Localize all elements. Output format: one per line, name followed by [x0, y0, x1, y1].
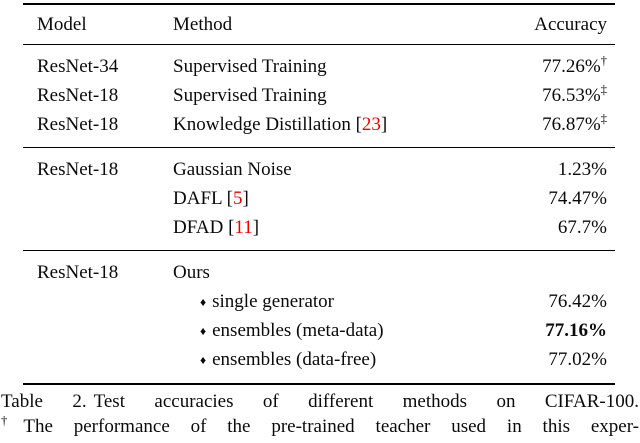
cell-accuracy: 1.23%: [557, 158, 607, 180]
double-dagger-superscript: ‡: [600, 111, 607, 126]
dagger-footnote-marker: †: [1, 414, 24, 428]
cell-method: [173, 349, 465, 371]
cell-method: [173, 320, 465, 342]
caption-label: Table 2.: [1, 391, 87, 412]
cell-method: [173, 217, 465, 239]
table-row: [23, 52, 615, 81]
table-row: [23, 81, 615, 110]
cell-model: ResNet-34: [37, 55, 119, 77]
cell-method: Supervised Training: [173, 55, 327, 77]
caption-line-2: [1, 414, 639, 439]
method-text: Knowledge Distillation [: [173, 113, 362, 135]
col-header-model: Model: [37, 13, 87, 35]
accuracy-value: 77.26%: [542, 55, 601, 77]
table-row: [23, 316, 615, 345]
cell-accuracy: [465, 111, 615, 136]
table-group-ours: [23, 251, 615, 383]
cell-method: [173, 291, 465, 313]
method-text: ]: [252, 216, 260, 238]
col-header-method: Method: [173, 13, 233, 35]
cell-model: ResNet-18: [37, 261, 119, 283]
method-text: ensembles (meta-data): [212, 319, 384, 341]
cell-accuracy-best: 77.16%: [545, 319, 607, 341]
diamond-bullet-icon: ♦: [200, 294, 207, 309]
table-row: [23, 287, 615, 316]
cell-model: ResNet-18: [37, 158, 119, 180]
table-header-row: [23, 5, 615, 45]
caption-line-1: [1, 389, 639, 414]
cell-model: ResNet-18: [37, 113, 119, 135]
method-text: DFAD [: [173, 216, 235, 238]
method-text: ]: [380, 113, 388, 135]
method-text: ensembles (data-free): [212, 348, 377, 370]
cell-accuracy: [465, 82, 615, 107]
table-group-supervised-baselines: [23, 45, 615, 148]
cell-method: Ours: [173, 261, 210, 283]
citation-number[interactable]: 23: [361, 113, 381, 135]
citation-number[interactable]: 5: [233, 187, 243, 209]
accuracy-value: 76.53%: [542, 84, 601, 106]
cell-accuracy: 76.42%: [548, 290, 607, 312]
diamond-bullet-icon: ♦: [200, 323, 207, 338]
cell-method: [173, 114, 465, 136]
table-group-datafree-baselines: [23, 148, 615, 251]
caption-footnote-text: The performance of the pre-trained teacher used in this exper-: [23, 416, 639, 437]
cell-method: [173, 188, 465, 210]
table-row: [23, 184, 615, 213]
cell-accuracy: 67.7%: [557, 216, 607, 238]
method-text: single generator: [212, 290, 334, 312]
cell-method: Supervised Training: [173, 84, 327, 106]
double-dagger-superscript: ‡: [600, 82, 607, 97]
accuracy-value: 76.87%: [542, 113, 601, 135]
table-row: [23, 110, 615, 139]
dagger-superscript: †: [600, 53, 607, 68]
cell-accuracy: 74.47%: [548, 187, 607, 209]
caption-text: Test accuracies of different methods on CIFAR-100.: [93, 391, 639, 412]
table-row: [23, 213, 615, 242]
cell-model: ResNet-18: [37, 84, 119, 106]
col-header-accuracy: Accuracy: [534, 13, 607, 35]
method-text: DAFL [: [173, 187, 233, 209]
cell-accuracy: 77.02%: [548, 348, 607, 370]
results-table: [23, 3, 615, 385]
diamond-bullet-icon: ♦: [200, 352, 207, 367]
table-row: [23, 345, 615, 374]
cell-method: Gaussian Noise: [173, 158, 292, 180]
table-row: [23, 155, 615, 184]
method-text: ]: [242, 187, 249, 209]
table-row: [23, 258, 615, 287]
cell-accuracy: [465, 53, 615, 78]
citation-number[interactable]: 11: [234, 216, 253, 238]
table-caption: [1, 389, 639, 439]
